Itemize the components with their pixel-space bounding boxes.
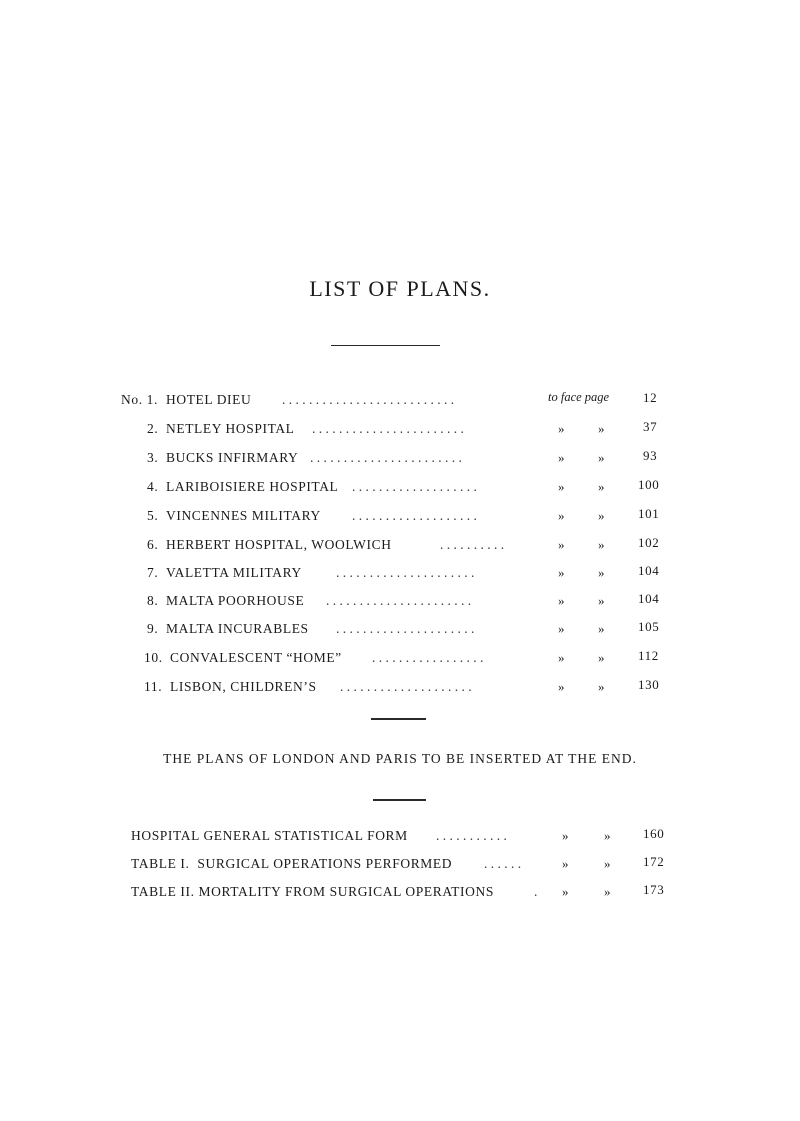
ditto-mark: » [558,450,566,465]
plan-number: 2. [147,421,159,436]
page-number: 173 [643,882,665,897]
plan-label: NETLEY HOSPITAL [166,421,295,436]
ditto-mark: » [598,650,606,665]
dot-leader: . . . . . . . . . . . . . . . . . . . . . . . [310,450,462,465]
list-item [0,828,800,850]
list-item [0,392,800,414]
plan-label: CONVALESCENT “HOME” [170,650,342,665]
ditto-mark: » [558,565,566,580]
list-item [0,537,800,559]
page-number: 104 [638,591,660,606]
ditto-mark: » [598,508,606,523]
plan-label: HOTEL DIEU [166,392,252,407]
list-item [0,508,800,530]
plan-number: 8. [147,593,159,608]
page-number: 102 [638,535,660,550]
ditto-mark: » [604,856,612,871]
dot-leader: . . . . . . . . . . . . . . . . . . . . . . . [312,421,464,436]
ditto-mark: » [598,537,606,552]
plan-label: VALETTA MILITARY [166,565,302,580]
extra-label: TABLE II. MORTALITY FROM SURGICAL OPERATIONS [131,884,494,899]
plan-number: 11. [144,679,163,694]
dot-leader: . . . . . . . . . . . [436,828,507,843]
ditto-mark: » [598,621,606,636]
section-divider [373,799,426,801]
dot-leader: . . . . . . . . . . [440,537,505,552]
plan-label: BUCKS INFIRMARY [166,450,299,465]
ditto-mark: » [604,884,612,899]
ditto-mark: » [558,650,566,665]
ditto-mark: » [562,884,570,899]
plan-number: 4. [147,479,159,494]
ditto-mark: » [598,479,606,494]
ditto-mark: » [558,593,566,608]
ditto-mark: » [562,856,570,871]
list-item [0,565,800,587]
plan-label: MALTA POORHOUSE [166,593,305,608]
page-number: 12 [643,390,658,405]
ditto-mark: » [604,828,612,843]
plan-number: 5. [147,508,159,523]
page-title: LIST OF PLANS. [309,276,491,301]
ditto-mark: » [598,679,606,694]
plan-label: HERBERT HOSPITAL, WOOLWICH [166,537,392,552]
page-number: 104 [638,563,660,578]
page-number: 130 [638,677,660,692]
page-number: 37 [643,419,658,434]
plan-number: 9. [147,621,159,636]
ditto-mark: » [562,828,570,843]
dot-leader: . [534,884,538,899]
list-item [0,479,800,501]
extra-label: HOSPITAL GENERAL STATISTICAL FORM [131,828,408,843]
ditto-mark: » [558,621,566,636]
dot-leader: . . . . . . . . . . . . . . . . . . . . . [336,565,475,580]
page-number: 101 [638,506,660,521]
ditto-mark: » [598,565,606,580]
ditto-mark: » [598,450,606,465]
title-divider [331,345,440,346]
plan-label: LARIBOISIERE HOSPITAL [166,479,339,494]
plan-label: LISBON, CHILDREN’S [170,679,317,694]
list-item [0,679,800,701]
list-item [0,650,800,672]
ditto-mark: » [558,421,566,436]
list-item [0,421,800,443]
list-item [0,593,800,615]
page-number: 105 [638,619,660,634]
section-divider [371,718,426,720]
page-number: 93 [643,448,658,463]
plan-number: 3. [147,450,159,465]
dot-leader: . . . . . . . . . . . . . . . . . . . . [340,679,472,694]
ditto-mark: » [558,508,566,523]
ditto-mark: » [598,593,606,608]
dot-leader: . . . . . . . . . . . . . . . . . . . [352,479,477,494]
extra-label: TABLE I. SURGICAL OPERATIONS PERFORMED [131,856,453,871]
plan-label: VINCENNES MILITARY [166,508,321,523]
page-number: 100 [638,477,660,492]
ditto-mark: » [558,679,566,694]
list-item [0,621,800,643]
plan-number: 6. [147,537,159,552]
page-number: 172 [643,854,665,869]
to-face-page-heading: to face page [548,390,610,404]
list-item [0,856,800,878]
plan-number: 10. [144,650,163,665]
page-number: 160 [643,826,665,841]
list-item [0,884,800,906]
plan-number: No. 1. [121,392,158,407]
dot-leader: . . . . . . . . . . . . . . . . . . . . . . . . . . [282,392,455,407]
page-number: 112 [638,648,659,663]
dot-leader: . . . . . . . . . . . . . . . . . [372,650,484,665]
plan-label: MALTA INCURABLES [166,621,309,636]
dot-leader: . . . . . . . . . . . . . . . . . . . . . . [326,593,472,608]
dot-leader: . . . . . . . . . . . . . . . . . . . [352,508,477,523]
list-item [0,450,800,472]
ditto-mark: » [598,421,606,436]
insertion-note: THE PLANS OF LONDON AND PARIS TO BE INSERTED AT THE END. [163,751,637,766]
plan-number: 7. [147,565,159,580]
dot-leader: . . . . . . [484,856,522,871]
dot-leader: . . . . . . . . . . . . . . . . . . . . . [336,621,475,636]
ditto-mark: » [558,537,566,552]
ditto-mark: » [558,479,566,494]
